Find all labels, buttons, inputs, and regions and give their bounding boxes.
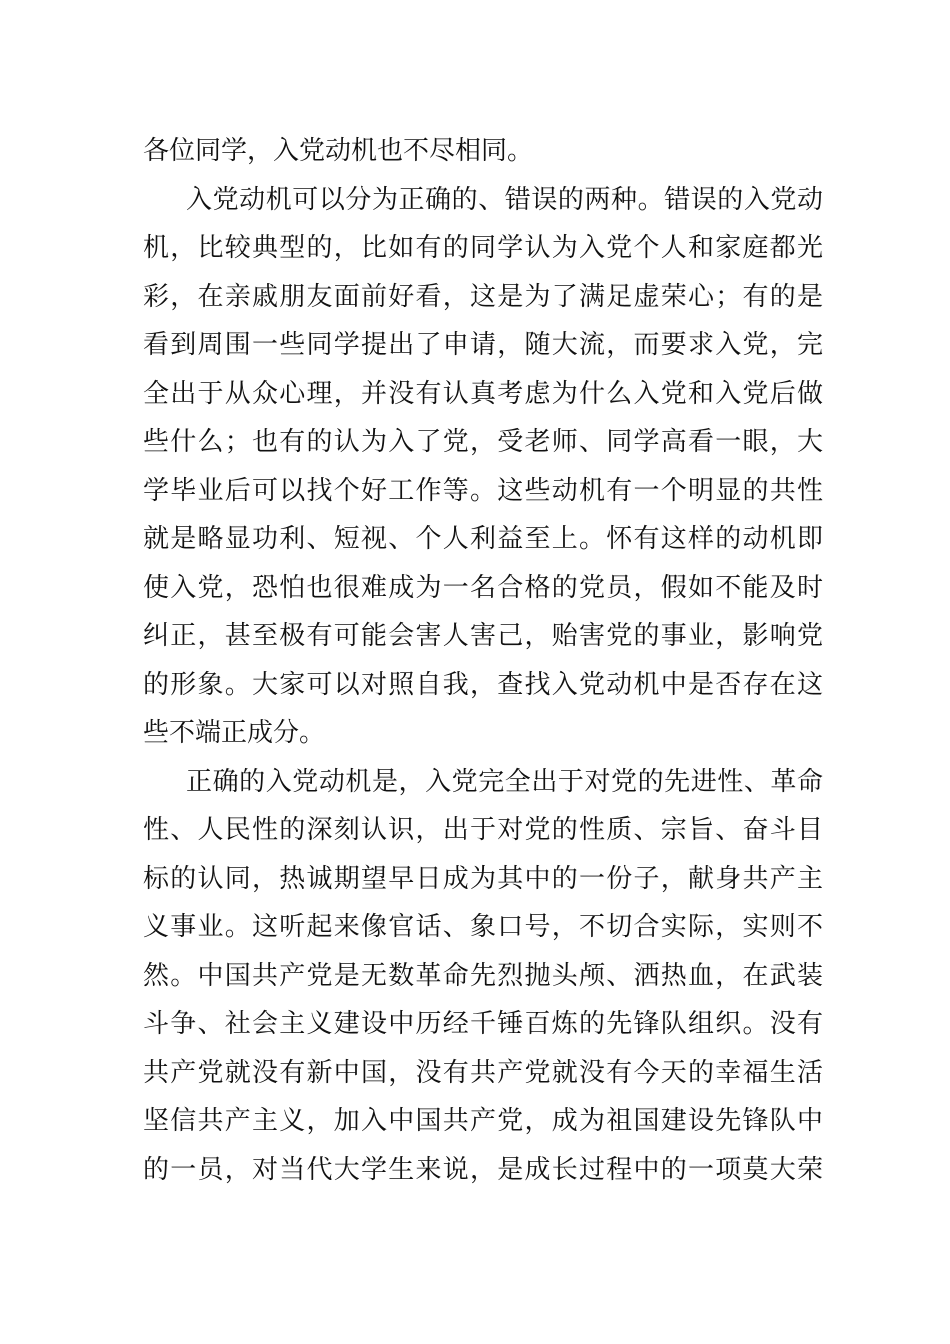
text-line: 入党动机可以分为正确的、错误的两种。错误的入党动 bbox=[186, 184, 823, 215]
body-text bbox=[143, 127, 823, 1194]
paragraph-2 bbox=[143, 176, 823, 758]
text-line: 然。中国共产党是无数革命先烈抛头颅、洒热血，在武装 bbox=[143, 960, 823, 991]
text-line: 些什么；也有的认为入了党，受老师、同学高看一眼，大 bbox=[143, 427, 823, 457]
text-line: 的形象。大家可以对照自我，查找入党动机中是否存在这 bbox=[143, 669, 823, 700]
text-line: 标的认同，热诚期望早日成为其中的一份子，献身共产主 bbox=[143, 863, 823, 894]
text-line: 全出于从众心理，并没有认真考虑为什么入党和入党后做 bbox=[143, 378, 823, 409]
text-line: 义事业。这听起来像官话、象口号，不切合实际，实则不 bbox=[143, 912, 823, 942]
text-line: 就是略显功利、短视、个人利益至上。怀有这样的动机即 bbox=[143, 524, 823, 554]
text-line: 看到周围一些同学提出了申请，随大流，而要求入党，完 bbox=[143, 330, 823, 360]
text-line: 机，比较典型的，比如有的同学认为入党个人和家庭都光 bbox=[143, 233, 823, 263]
text-line: 坚信共产主义，加入中国共产党，成为祖国建设先锋队中 bbox=[143, 1106, 823, 1136]
text-line: 的一员，对当代大学生来说，是成长过程中的一项莫大荣 bbox=[143, 1154, 823, 1185]
text-line: 彩，在亲戚朋友面前好看，这是为了满足虚荣心；有的是 bbox=[143, 281, 823, 312]
paragraph-3 bbox=[143, 758, 823, 1195]
text-line: 各位同学，入党动机也不尽相同。 bbox=[143, 136, 534, 166]
text-line: 性、人民性的深刻认识，出于对党的性质、宗旨、奋斗目 bbox=[143, 815, 823, 845]
text-line: 共产党就没有新中国，没有共产党就没有今天的幸福生活 bbox=[143, 1057, 823, 1088]
paragraph-1 bbox=[143, 127, 823, 176]
text-line: 正确的入党动机是，入党完全出于对党的先进性、革命 bbox=[186, 766, 823, 797]
text-line: 使入党，恐怕也很难成为一名合格的党员，假如不能及时 bbox=[143, 572, 823, 603]
text-line: 斗争、社会主义建设中历经千锤百炼的先锋队组织。没有 bbox=[143, 1009, 823, 1039]
text-line: 学毕业后可以找个好工作等。这些动机有一个明显的共性 bbox=[143, 475, 823, 506]
text-line: 些不端正成分。 bbox=[143, 718, 326, 748]
text-line: 纠正，甚至极有可能会害人害己，贻害党的事业，影响党 bbox=[143, 621, 823, 651]
